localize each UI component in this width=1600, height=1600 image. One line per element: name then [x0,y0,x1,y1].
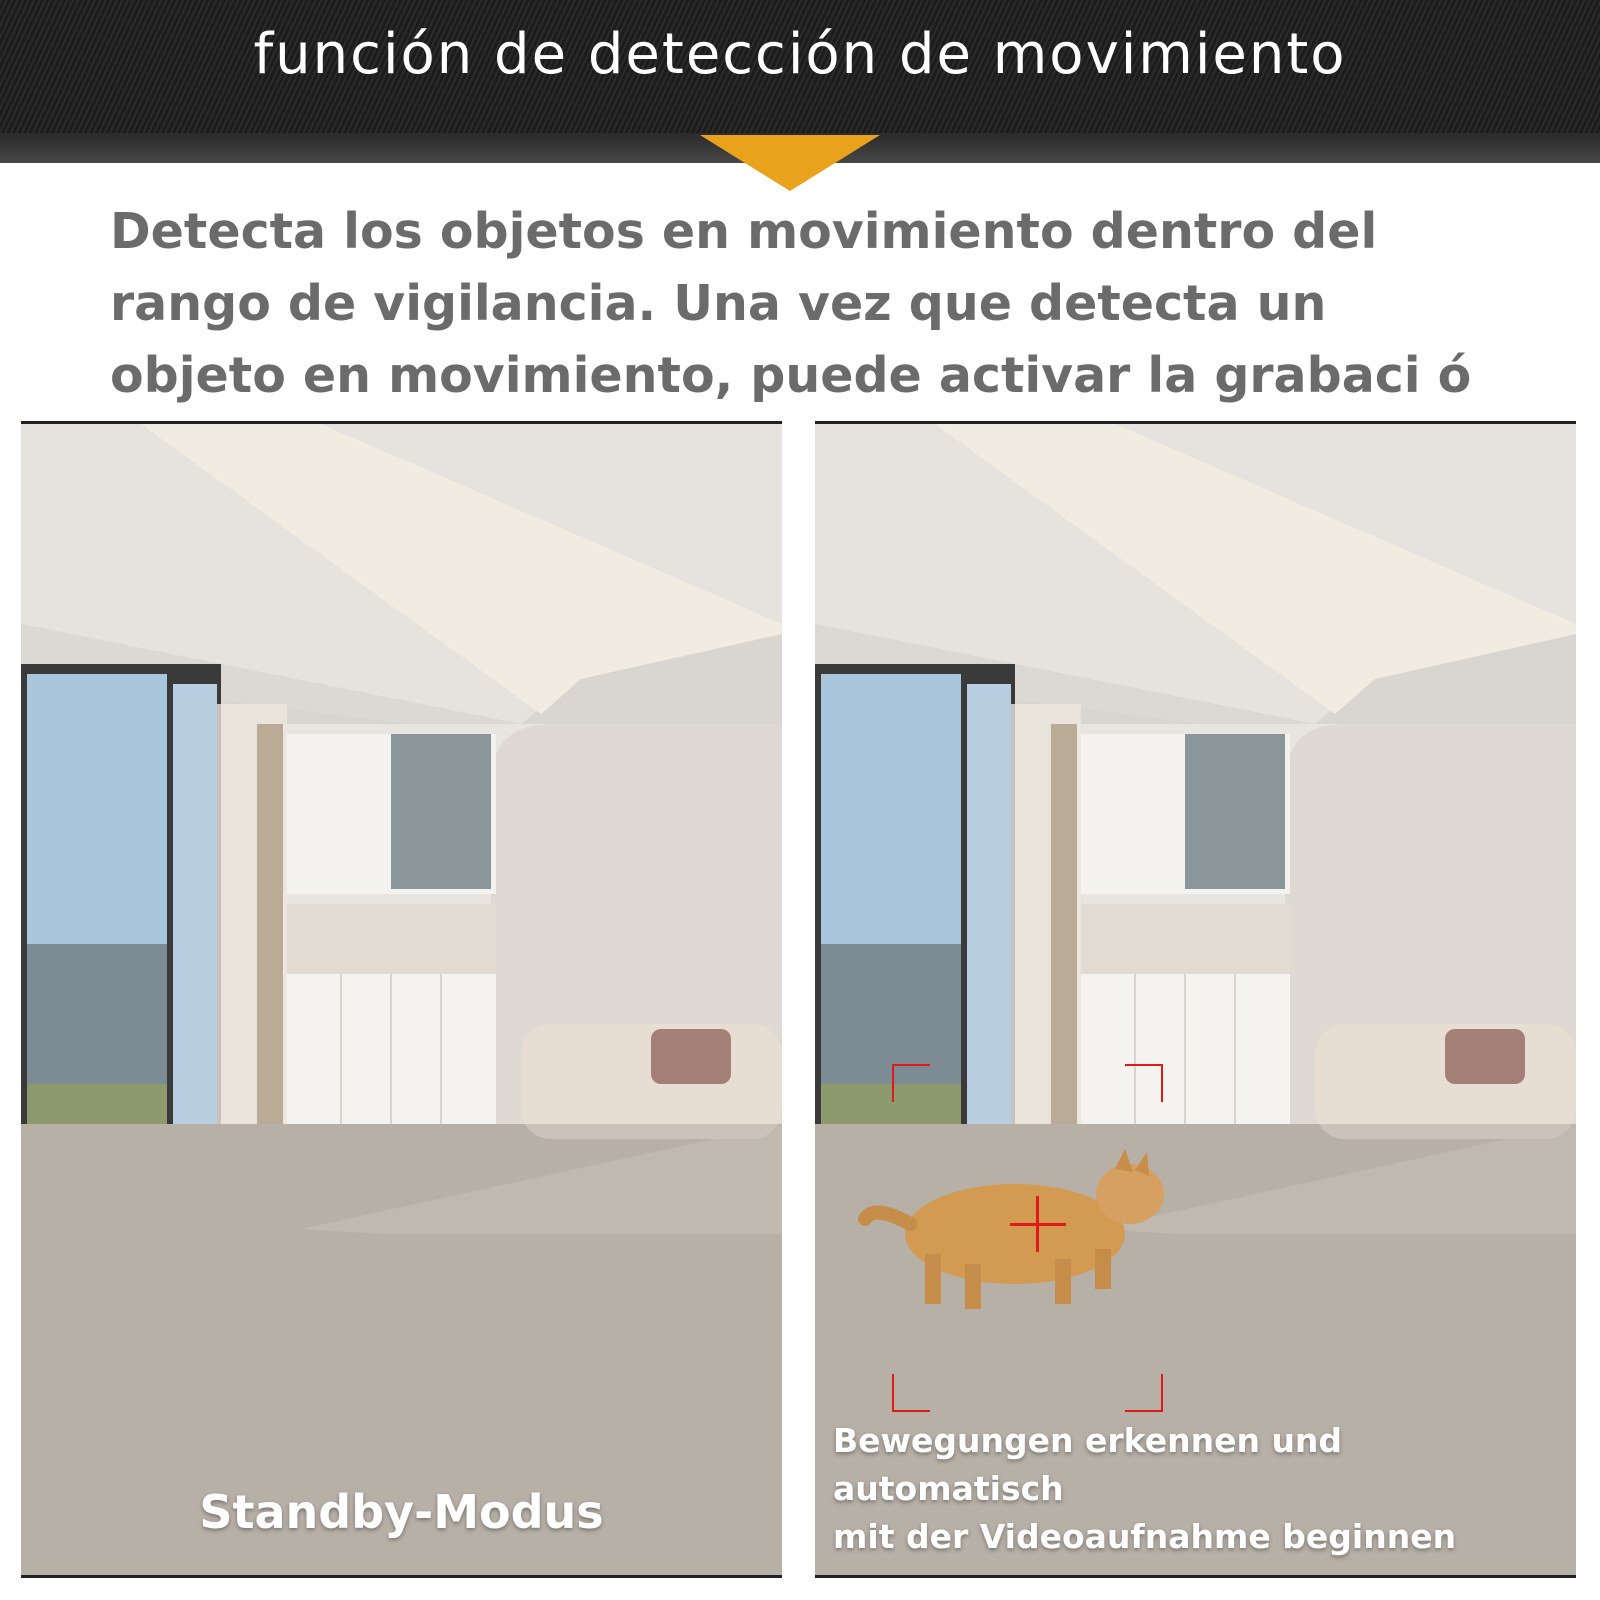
motion-caption [833,1417,1576,1561]
standby-caption: Standby-Modus [199,1485,604,1539]
crosshair-icon [1036,1196,1039,1252]
motion-caption-line2: mit der Videoaufnahme beginnen [833,1517,1457,1556]
detection-corner [892,1374,930,1412]
standby-room-image [21,421,782,1578]
room-illustration [21,424,782,1575]
motion-caption-line1: Bewegungen erkennen und automatisch [833,1421,1343,1508]
description-text: Detecta los objetos en movimiento dentro del rango de vigilancia. Una vez que detecta un objeto en movimiento, puede activar la grabaci ó [110,203,1472,404]
detection-corner [1125,1374,1163,1412]
detection-corner [892,1064,930,1102]
motion-detected-image [815,421,1576,1578]
chevron-down-icon [700,135,880,191]
banner-title: función de detección de movimiento [253,22,1347,87]
detection-corner [1125,1064,1163,1102]
